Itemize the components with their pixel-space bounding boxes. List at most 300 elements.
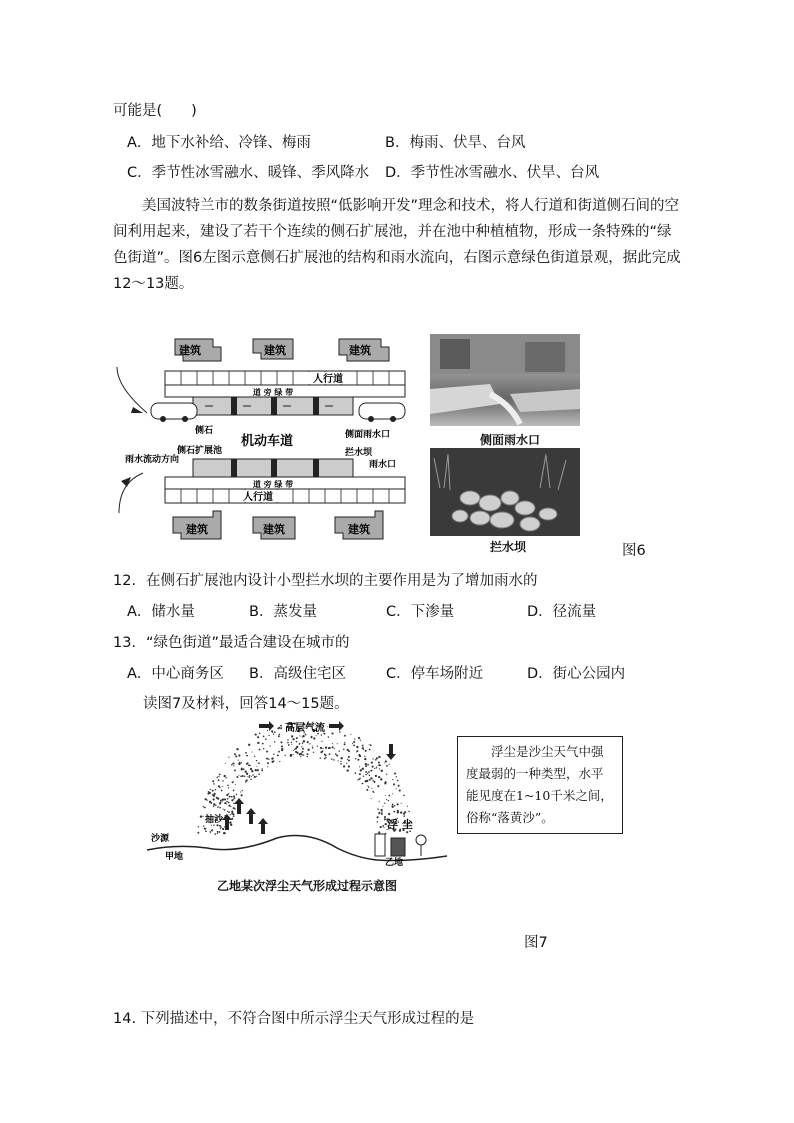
dust-particle [368, 771, 370, 773]
dust-particle [227, 785, 229, 787]
dust-particle [317, 745, 318, 746]
dust-particle [263, 748, 264, 749]
q12-stem: 12．在侧石扩展池内设计小型拦水坝的主要作用是为了增加雨水的 [113, 573, 538, 589]
dust-particle [394, 805, 396, 807]
dust-particle [250, 768, 252, 770]
dust-particle [384, 762, 385, 763]
dust-particle [332, 743, 333, 744]
dust-particle [231, 764, 232, 765]
dust-particle [388, 795, 390, 797]
dust-particle [288, 744, 290, 746]
dust-particle [302, 735, 304, 737]
dust-particle [321, 734, 323, 736]
dust-particle [308, 721, 309, 722]
label-floating-dust: 浮 尘 [387, 818, 413, 831]
dust-particle [327, 726, 328, 727]
dust-particle [254, 776, 256, 778]
dust-particle [311, 736, 312, 737]
dust-particle [403, 813, 405, 815]
dust-particle [331, 732, 332, 733]
dust-particle [224, 775, 226, 777]
dust-particle [403, 795, 405, 797]
dust-particle [245, 781, 246, 782]
dust-particle [370, 777, 372, 779]
q11-option-d: D．季节性冰雪融水、伏旱、台风 [385, 165, 600, 181]
dust-particle [307, 741, 309, 743]
dust-particle [242, 790, 243, 791]
q13-option-b: B．高级住宅区 [249, 666, 346, 682]
dust-particle [241, 775, 243, 777]
dust-particle [231, 799, 233, 801]
building-bottom-1 [173, 511, 221, 539]
dust-particle [203, 816, 204, 817]
dust-particle [219, 802, 221, 804]
dust-particle [365, 774, 366, 775]
dust-particle [384, 816, 386, 818]
dust-particle [347, 749, 349, 751]
dust-particle [329, 747, 331, 749]
label-upper-air: 高层气流 [285, 723, 325, 734]
dust-particle [299, 743, 301, 745]
dust-particle [383, 827, 384, 828]
dust-particle [233, 765, 234, 766]
dust-particle [222, 786, 223, 787]
dust-particle [294, 749, 295, 750]
dust-particle [348, 750, 350, 752]
dust-particle [360, 769, 362, 771]
dust-particle [303, 754, 304, 755]
dust-particle [384, 781, 386, 783]
dust-particle [355, 772, 357, 774]
dust-particle [309, 743, 310, 744]
dust-particle [233, 803, 234, 804]
dust-particle [373, 792, 374, 793]
dust-particle [233, 807, 235, 809]
car-top-left [151, 403, 197, 422]
dust-particle [363, 775, 364, 776]
dust-particle [274, 741, 275, 742]
dust-particle [322, 748, 323, 749]
dust-particle [335, 753, 337, 755]
dust-particle [333, 759, 335, 761]
dust-particle [375, 759, 377, 761]
dust-particle [223, 809, 224, 810]
q12-option-c: C．下渗量 [386, 604, 455, 620]
dust-particle [344, 735, 346, 737]
dust-particle [393, 811, 395, 813]
dust-particle [359, 777, 360, 778]
dust-particle [239, 762, 240, 763]
dust-particle [372, 780, 374, 782]
dust-particle [280, 725, 282, 727]
dust-particle [244, 776, 246, 778]
dust-particle [204, 828, 206, 830]
dust-particle [259, 749, 261, 751]
dust-particle [377, 821, 378, 822]
dust-particle [224, 798, 226, 800]
dust-particle [301, 754, 303, 756]
dust-particle [245, 752, 247, 754]
figure7-caption: 乙地某次浮尘天气形成过程示意图 [217, 879, 398, 893]
dust-particle [341, 757, 343, 759]
dust-particle [262, 743, 264, 745]
dust-particle [222, 798, 224, 800]
dust-particle [347, 769, 349, 771]
dust-particle [370, 744, 372, 746]
dust-particle [343, 749, 345, 751]
dust-particle [234, 753, 236, 755]
dust-particle [236, 794, 237, 795]
dust-particle [361, 783, 362, 784]
dust-particle [348, 756, 350, 758]
dust-particle [368, 786, 370, 788]
dust-particle [226, 801, 228, 803]
dust-particle [214, 833, 216, 835]
label-curb-pool: 侧石扩展池 [177, 446, 223, 456]
dust-particle [246, 755, 248, 757]
box-line-4: 俗称“落黄沙”。 [466, 810, 554, 825]
dust-particle [380, 826, 382, 828]
passage-figure7-intro: 读图7及材料，回答14～15题。 [143, 696, 349, 712]
q13-option-c: C．停车场附近 [386, 666, 484, 682]
dust-particle [394, 772, 396, 774]
dust-particle [358, 754, 360, 756]
dust-particle [338, 750, 339, 751]
dust-particle [292, 738, 294, 740]
dust-particle [212, 794, 214, 796]
dust-particle [406, 831, 408, 833]
dust-particle [313, 737, 315, 739]
dust-particle [371, 798, 372, 799]
dust-particle [378, 831, 380, 833]
svg-text:建筑: 建筑 [179, 344, 201, 357]
dust-particle [256, 760, 257, 761]
dust-particle [219, 831, 221, 833]
dust-particle [240, 791, 241, 792]
dust-particle [396, 776, 397, 777]
dust-particle [233, 815, 235, 817]
dust-particle [337, 743, 338, 744]
dust-particle [238, 763, 240, 765]
dust-particle [365, 750, 367, 752]
dust-particle [331, 758, 332, 759]
dust-particle [367, 785, 368, 786]
dust-particle [381, 811, 382, 812]
dust-particle [219, 825, 221, 827]
dust-particle [312, 747, 314, 749]
caption-dam: 拦水坝 [490, 540, 527, 554]
label-place-a: 甲地 [165, 852, 184, 862]
dust-particle [329, 753, 331, 755]
dust-particle [271, 757, 273, 759]
dust-particle [217, 831, 219, 833]
dust-particle [263, 736, 265, 738]
dust-particle [213, 806, 214, 807]
dust-particle [211, 829, 213, 831]
dust-particle [340, 761, 341, 762]
q12-option-d: D．径流量 [527, 604, 597, 620]
building-bottom-3 [335, 511, 383, 539]
label-sidewalk-bottom: 人行道 [243, 492, 273, 503]
dust-particle [371, 762, 373, 764]
dust-particle [241, 794, 243, 796]
dust-particle [392, 806, 394, 808]
dust-particle [248, 764, 250, 766]
dust-particle [248, 744, 250, 746]
dust-particle [336, 754, 338, 756]
q11-option-c: C．季节性冰雪融水、暖锋、季风降水 [127, 165, 370, 181]
dust-particle [266, 751, 268, 753]
dust-particle [392, 779, 393, 780]
dust-particle [281, 727, 282, 728]
dust-particle [343, 765, 345, 767]
photo-dam [430, 448, 580, 536]
dust-particle [224, 809, 226, 811]
dust-particle [228, 805, 230, 807]
dust-particle [397, 780, 399, 782]
dust-particle [366, 789, 368, 791]
dust-particle [379, 812, 381, 814]
dust-particle [220, 800, 222, 802]
dust-particle [302, 748, 304, 750]
dust-particle [307, 756, 308, 757]
label-side-drain: 侧面雨水口 [345, 430, 391, 440]
dust-particle [281, 748, 283, 750]
dust-particle [267, 766, 268, 767]
dust-particle [370, 770, 372, 772]
floating-dust-info-box [457, 736, 623, 834]
q13-option-d: D．街心公园内 [527, 666, 626, 682]
dust-particle [407, 806, 408, 807]
dust-particle [360, 740, 361, 741]
dust-particle [279, 761, 280, 762]
dust-particle [356, 746, 358, 748]
dust-particle [316, 735, 317, 736]
dust-particle [296, 746, 298, 748]
q13-stem: 13．“绿色街道”最适合建设在城市的 [113, 635, 350, 651]
dust-particle [397, 810, 399, 812]
dust-particle [347, 759, 348, 760]
dust-particle [300, 756, 301, 757]
building-top-2 [253, 339, 293, 359]
dust-particle [358, 737, 360, 739]
dust-particle [262, 768, 263, 769]
dust-particle [340, 763, 342, 765]
dust-particle [372, 758, 373, 759]
dust-particle [354, 738, 355, 739]
dust-particle [269, 745, 270, 746]
dust-particle [320, 757, 322, 759]
dust-particle [219, 774, 221, 776]
dust-particle [374, 768, 375, 769]
dust-particle [273, 733, 274, 734]
dust-particle [203, 825, 204, 826]
dust-particle [266, 758, 268, 760]
dust-particle [220, 828, 221, 829]
dust-particle [369, 744, 370, 745]
dust-particle [377, 785, 379, 787]
dust-particle [249, 775, 251, 777]
dust-particle [210, 832, 211, 833]
dust-particle [369, 749, 371, 751]
dust-particle [273, 753, 274, 754]
dust-particle [249, 777, 250, 778]
dust-particle [210, 831, 211, 832]
dust-particle [217, 807, 218, 808]
dust-particle [246, 763, 248, 765]
dust-particle [403, 815, 405, 817]
dust-particle [217, 776, 219, 778]
dust-particle [312, 745, 313, 746]
dust-particle [233, 790, 235, 792]
box-line-1: 浮尘是沙尘天气中强 [491, 744, 604, 759]
dust-particle [281, 745, 283, 747]
dust-particle [293, 750, 294, 751]
dust-particle [241, 762, 242, 763]
building-top-1 [175, 339, 221, 361]
dust-particle [367, 764, 369, 766]
dust-particle [301, 746, 302, 747]
q11-stem-tail: 可能是( ) [113, 103, 197, 119]
dust-particle [379, 768, 380, 769]
dust-particle [386, 774, 387, 775]
q12-option-b: B．蒸发量 [249, 604, 317, 620]
dust-particle [365, 763, 367, 765]
dust-particle [226, 794, 228, 796]
dust-particle [261, 769, 263, 771]
dust-particle [224, 802, 226, 804]
dust-particle [362, 745, 364, 747]
dust-particle [228, 787, 229, 788]
dust-particle [200, 815, 202, 817]
dust-particle [372, 766, 374, 768]
dust-particle [255, 769, 257, 771]
dust-particle [225, 777, 226, 778]
dust-particle [369, 775, 371, 777]
dust-particle [214, 793, 216, 795]
dust-particle [350, 734, 351, 735]
q12-option-a: A．储水量 [127, 604, 195, 620]
box-line-2: 度最弱的一种类型，水平 [466, 766, 604, 781]
dust-particle [307, 749, 309, 751]
dust-particle [210, 789, 211, 790]
dust-particle [384, 803, 385, 804]
dust-particle [254, 756, 255, 757]
dust-particle [218, 806, 219, 807]
dust-particle [287, 739, 289, 741]
dust-particle [228, 757, 229, 758]
dust-particle [320, 751, 322, 753]
dust-particle [320, 747, 322, 749]
svg-text:建筑: 建筑 [349, 344, 371, 357]
label-place-b: 乙地 [385, 858, 404, 868]
dust-particle [225, 763, 226, 764]
dust-particle [369, 779, 371, 781]
dust-particle [324, 753, 326, 755]
dust-particle [258, 773, 260, 775]
dust-particle [236, 748, 238, 750]
dust-particle [212, 780, 214, 782]
dust-particle [204, 807, 206, 809]
dust-particle [213, 798, 215, 800]
dust-particle [296, 741, 298, 743]
box-line-3: 能见度在1~10千米之间， [466, 788, 613, 803]
dust-particle [408, 811, 410, 813]
dust-particle [382, 806, 383, 807]
dust-particle [365, 780, 367, 782]
dust-particle [235, 755, 237, 757]
dust-particle [364, 758, 366, 760]
dust-particle [257, 769, 259, 771]
dust-particle [230, 814, 231, 815]
dust-particle [203, 806, 204, 807]
dust-particle [257, 736, 259, 738]
dust-particle [231, 818, 233, 820]
figure6-diagram [113, 333, 413, 545]
figure7-label: 图7 [524, 935, 548, 951]
dust-particle [268, 735, 269, 736]
dust-particle [251, 770, 253, 772]
dust-particle [218, 779, 220, 781]
q11-option-a: A．地下水补给、冷锋、梅雨 [127, 135, 311, 151]
dust-particle [278, 751, 280, 753]
dust-particle [396, 803, 398, 805]
dust-particle [362, 747, 364, 749]
photo-side-drain [430, 334, 580, 426]
dust-particle [378, 756, 380, 758]
dust-particle [251, 776, 252, 777]
dust-particle [380, 809, 382, 811]
figure6-label: 图6 [622, 543, 646, 559]
dust-particle [302, 751, 304, 753]
dust-particle [313, 752, 314, 753]
dust-particle [235, 784, 236, 785]
dust-particle [229, 821, 231, 823]
dust-particle [215, 789, 216, 790]
dust-particle [371, 788, 372, 789]
dust-particle [334, 748, 335, 749]
dust-particle [296, 751, 298, 753]
dust-particle [267, 762, 269, 764]
dust-particle [293, 754, 294, 755]
label-dam: 拦水坝 [345, 448, 373, 458]
dust-particle [384, 818, 386, 820]
dust-particle [222, 780, 223, 781]
dust-particle [256, 776, 257, 777]
svg-text:建筑: 建筑 [263, 523, 285, 536]
dust-particle [381, 813, 383, 815]
dust-particle [382, 825, 384, 827]
dust-particle [255, 734, 257, 736]
q14-stem: 14. 下列描述中，不符合图中所示浮尘天气形成过程的是 [113, 1011, 475, 1027]
dust-particle [377, 808, 379, 810]
car-top-right [359, 403, 405, 422]
dust-particle [273, 760, 275, 762]
dust-particle [280, 741, 282, 743]
dust-particle [234, 769, 236, 771]
dust-particle [386, 765, 388, 767]
dust-particle [374, 781, 376, 783]
figure7-diagram [145, 714, 450, 870]
dust-particle [223, 832, 225, 834]
dust-particle [307, 753, 309, 755]
q11-option-b: B．梅雨、伏旱、台风 [385, 135, 526, 151]
dust-particle [226, 803, 227, 804]
label-green-belt-bottom: 道 旁 绿 带 [252, 480, 294, 489]
dust-particle [400, 811, 402, 813]
dust-particle [299, 735, 300, 736]
dust-particle [389, 764, 390, 765]
